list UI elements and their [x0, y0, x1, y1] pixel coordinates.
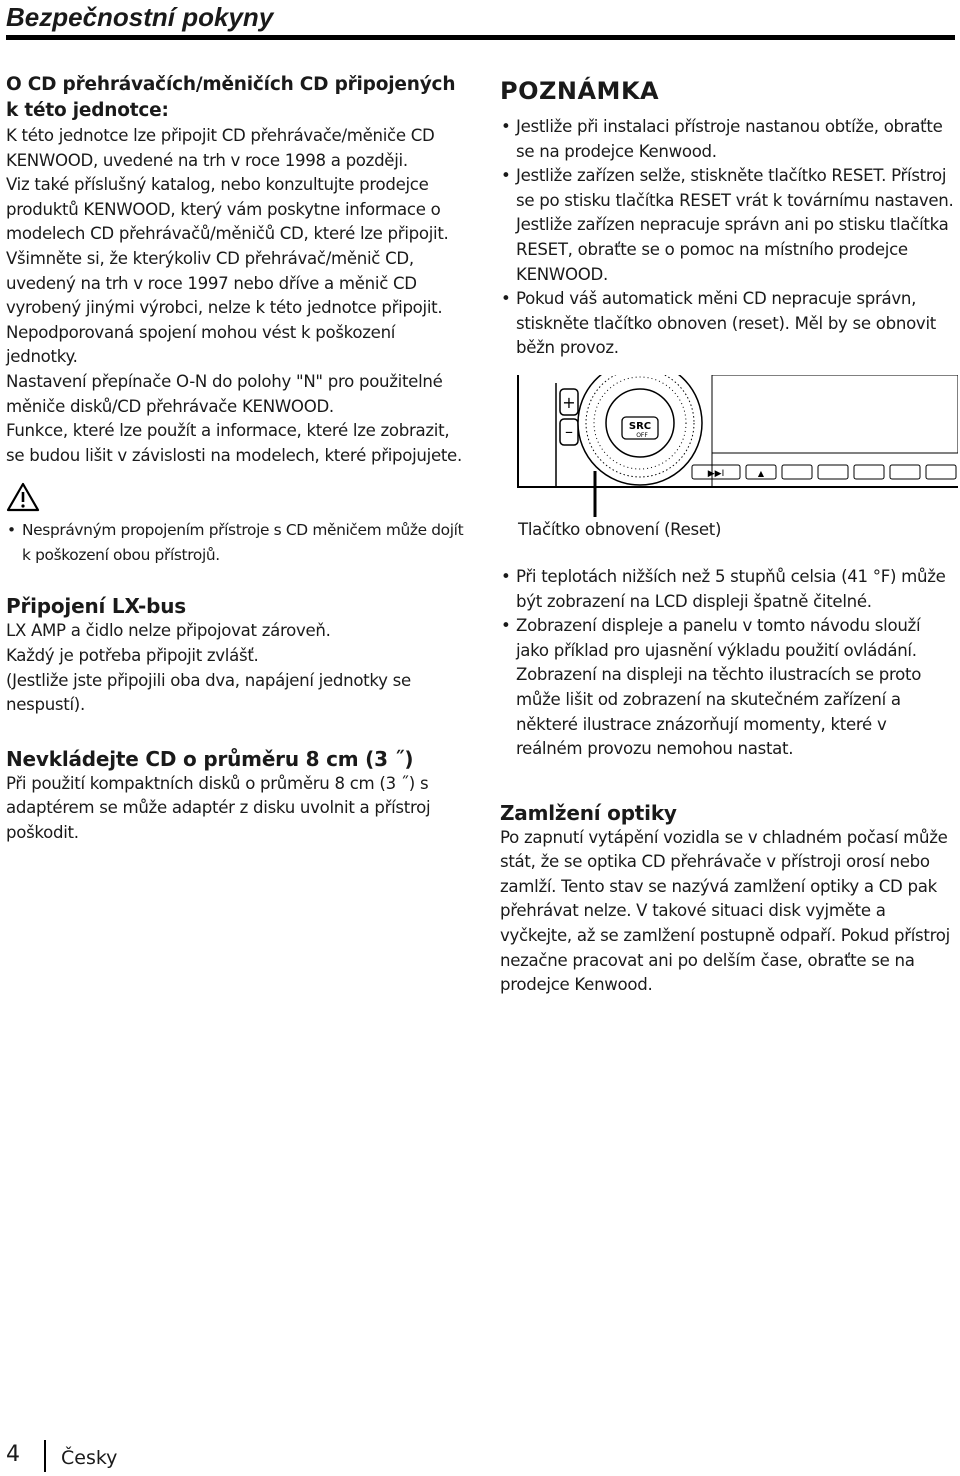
language-label: Česky — [61, 1447, 118, 1469]
volume-up-label: + — [562, 392, 576, 412]
fog-paragraph: Po zapnutí vytápění vozidla se v chladném počasí může stát, že se optika CD přehrávače v přístroji orosí nebo zamlží. Tento stav se nazývá zamlžení optiky a CD pak přehrávat nelze. V takové situaci disk vyjměte a vyčkejte, až se zamlžení postupně odpaří. Pokud přístroj nezačne pracovat ani po delším čase, obraťte se na prodejce Kenwood. — [500, 827, 950, 995]
left-column — [6, 72, 470, 845]
lxbus-paragraph: LX AMP a čidlo nelze připojovat zároveň. — [6, 621, 331, 641]
display-panel — [712, 375, 958, 453]
cd-changer-heading: O CD přehrávačích/měničích CD připojených k této jednotce: — [6, 74, 456, 121]
lxbus-paragraph: (Jestliže jste připojili oba dva, napájení jednotky se nespustí). — [6, 670, 411, 715]
lxbus-heading: Připojení LX-bus — [6, 594, 187, 619]
cd8-paragraph: Při použití kompaktních disků o průměru 8 cm (3 ˝) s adaptérem se může adaptér z disku uvolnit a přístroj poškodit. — [6, 773, 431, 842]
page-title: Bezpečnostní pokyny — [6, 2, 274, 32]
note-item: • Jestliže při instalaci přístroje nastanou obtíže, obraťte se na prodejce Kenwood. — [500, 115, 956, 164]
cd8-heading: Nevkládejte CD o průměru 8 cm (3 ˝) — [6, 746, 414, 771]
note-heading: POZNÁMKA — [500, 77, 660, 105]
note-list-2 — [500, 565, 956, 762]
note-list — [500, 115, 956, 361]
note-item: • Jestliže zařízen selže, stiskněte tlačítko RESET. Přístroj se po stisku tlačítka RESET vrát k továrnímu nastaven. Jestliže zařízen nepracuje správn ani po stisku tlačítka RESET, obraťte se o pomoc na místního prodejce KENWOOD. — [500, 164, 956, 287]
src-label: SRC — [628, 420, 652, 432]
seek-icon: ▶▶I — [707, 468, 725, 479]
note-item: • Zobrazení displeje a panelu v tomto návodu slouží jako příklad pro ujasnění výkladu použití ovládání. Zobrazení na displeji na těchto ilustracích se proto může lišit od zobrazení na skutečném zařízení a některé ilustrace znázorňují momenty, které v reálném provozu nemohou nastat. — [500, 614, 956, 762]
preset-buttons — [692, 465, 956, 479]
warning-triangle-icon — [6, 482, 40, 512]
right-column — [500, 76, 956, 998]
cd-paragraph: Funkce, které lze použít a informace, které lze zobrazit, se budou lišit v závislosti na modelech, které připojujete. — [6, 421, 462, 465]
note-item: • Při teplotách nižších než 5 stupňů celsia (41 °F) může být zobrazení na LCD displeji špatně čitelné. — [500, 565, 956, 614]
note-item: • Pokud váš automatick měni CD nepracuje správn, stiskněte tlačítko obnoven (reset). Měl by se obnovit běžn provoz. — [500, 287, 956, 361]
cd-paragraph: Všimněte si, že kterýkoliv CD přehrávač/měnič CD, uvedený na trh v roce 1997 nebo dříve a měnič CD vyrobený jinými výrobci, nelze k této jednotce připojit. — [6, 248, 443, 318]
svg-text:▲: ▲ — [757, 468, 765, 478]
car-stereo-illustration — [516, 375, 958, 517]
volume-down-label: – — [565, 421, 573, 441]
warning-list — [6, 518, 470, 567]
reset-caption: Tlačítko obnovení (Reset) — [518, 519, 722, 539]
off-label: OFF — [636, 431, 648, 439]
fog-heading: Zamlžení optiky — [500, 800, 677, 825]
cd-paragraph: Nepodporovaná spojení mohou vést k poškození jednotky. — [6, 322, 396, 367]
warning-item: • Nesprávným propojením přístroje s CD měničem může dojít k poškození obou přístrojů. — [6, 518, 470, 567]
footer-divider — [44, 1440, 46, 1472]
lxbus-paragraph: Každý je potřeba připojit zvlášť. — [6, 645, 259, 665]
cd-paragraph: Nastavení přepínače O-N do polohy "N" pro použitelné měniče disků/CD přehrávače KENWOOD. — [6, 371, 443, 416]
title-rule — [6, 35, 955, 40]
page-number: 4 — [6, 1442, 20, 1467]
cd-paragraph: K této jednotce lze připojit CD přehrávače/měniče CD KENWOOD, uvedené na trh v roce 1998 a později. — [6, 126, 435, 170]
cd-paragraph: Viz také příslušný katalog, nebo konzultujte prodejce produktů KENWOOD, který vám poskytne informace o modelech CD přehrávačů/měničů CD, které lze připojit. — [6, 175, 449, 244]
